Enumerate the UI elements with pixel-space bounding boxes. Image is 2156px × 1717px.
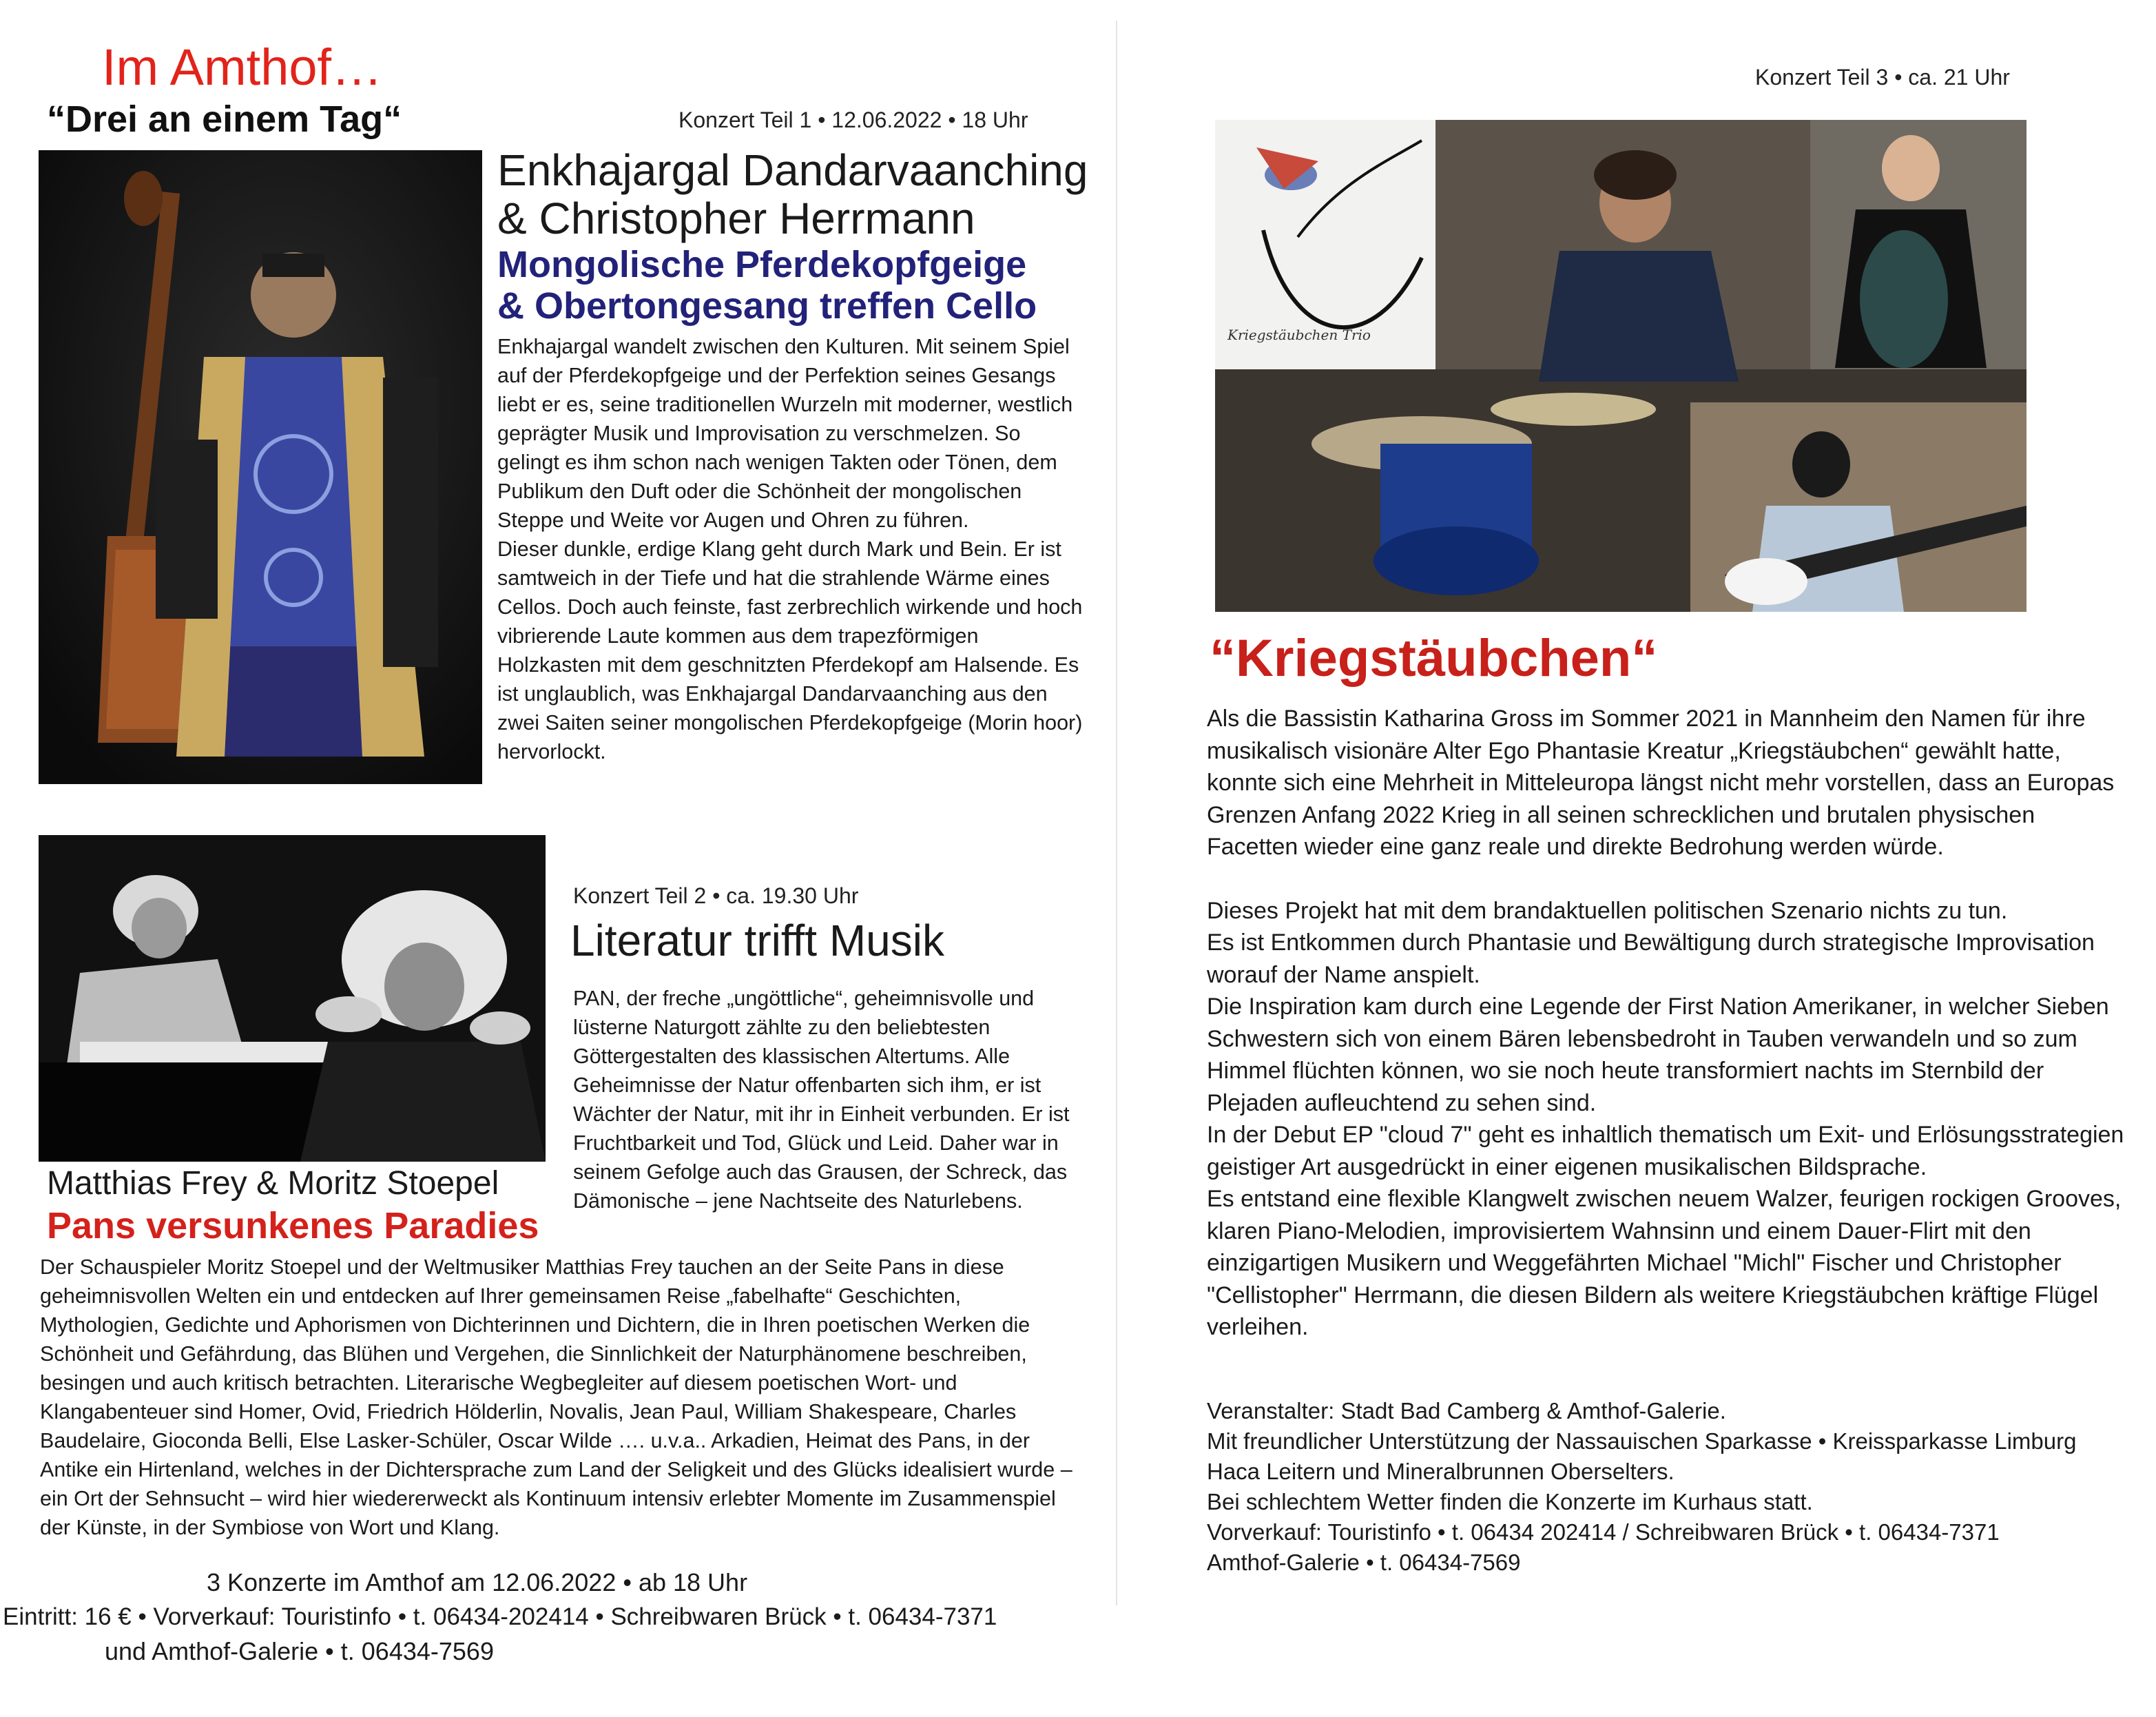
concert1-text: [497, 332, 1084, 766]
organizer-line: Haca Leitern und Mineralbrunnen Oberselters.: [1207, 1459, 1675, 1484]
page-subtitle: “Drei an einem Tag“: [47, 99, 402, 140]
paragraph-spacer: [1207, 863, 2130, 895]
organizer-info: [1207, 1396, 2076, 1578]
organizer-line: Amthof-Galerie • t. 06434-7569: [1207, 1550, 1521, 1575]
concert3-paragraph: Dieses Projekt hat mit dem brandaktuellen politischen Szenario nichts zu tun.: [1207, 897, 2008, 924]
photo-frey-stoepel: [39, 835, 546, 1162]
concert2-intro: [573, 984, 1075, 1215]
organizer-line: Bei schlechtem Wetter finden die Konzerte im Kurhaus statt.: [1207, 1489, 1813, 1514]
concert2-subtitle: Pans versunkenes Paradies: [47, 1205, 539, 1246]
concert3-paragraph: Als die Bassistin Katharina Gross im Sommer 2021 in Mannheim den Namen für ihre musikalisch visionäre Alter Ego Phantasie Kreatur „Kriegstäubchen“ gewählt hatte, konnte sich eine Mehrheit in Mitteleuropa längst nicht mehr vorstellen, dass an Europas Grenzen Anfang 2022 Krieg in all seinen schrecklichen und brutalen physischen Facetten wieder eine ganz reale und direkte Bedrohung werden würde.: [1207, 706, 2115, 860]
concert2-paragraph: PAN, der freche „ungöttliche“, geheimnisvolle und lüsterne Naturgott zählte zu den beliebtesten Göttergestalten des klassischen Altertums. Alle Geheimnisse der Natur offenbarten sich ihm, er ist Wächter der Natur, mit ihr in Einheit verbunden. Er ist Fruchtbarkeit und Tod, Glück und Leid. Daher war in seinem Gefolge auch das Grausen, der Schreck, das Dämonische – jene Nachtseite des Naturlebens.: [573, 987, 1070, 1213]
concert3-heading: “Kriegstäubchen“: [1210, 629, 1658, 688]
footer-line2: Eintritt: 16 € • Vorverkauf: Touristinfo • t. 06434-202414 • Schreibwaren Brück • t. 06434-7371: [3, 1603, 997, 1630]
concert3-meta: Konzert Teil 3 • ca. 21 Uhr: [1755, 65, 2010, 90]
concert3-paragraph: In der Debut EP "cloud 7" geht es inhaltlich thematisch um Exit- und Erlösungsstrategien geistiger Art ausgedrückt in einer eigenen musikalischen Bildsprache.: [1207, 1122, 2124, 1180]
organizer-line: Veranstalter: Stadt Bad Camberg & Amthof-Galerie.: [1207, 1398, 1726, 1423]
concert3-paragraph: Es entstand eine flexible Klangwelt zwischen neuem Walzer, feurigen rockigen Grooves, klaren Piano-Melodien, improvisiertem Wahnsinn und einem Dauer-Flirt mit den einzigartigen Musikern und Weggefährten Michael "Michl" Fischer und Christopher "Cellistopher" Herrmann, die diesen Bildern als weitere Kriegstäubchen kräftige Flügel verleihen.: [1207, 1186, 2122, 1340]
concert3-paragraph: Es ist Entkommen durch Phantasie und Bewältigung durch strategische Improvisation worauf der Name anspielt.: [1207, 929, 2095, 988]
center-fold-divider: [1116, 21, 1117, 1605]
concert2-paragraph: Der Schauspieler Moritz Stoepel und der Weltmusiker Matthias Frey tauchen an der Seite Pans in diese geheimnisvollen Welten ein und entdecken auf Ihrer gemeinsamen Reise „fabelhafte“ Geschichten, Mythologien, Gedichte und Aphorismen von Dichterinnen und Dichtern, die in Ihren poetischen Werken die Schönheit und Gefährdung, das Blühen und Vergehen, die Sinnlichkeit der Naturphänomene beschreiben, besingen und auch kritisch betrachten. Literarische Wegbegleiter auf diesem poetischen Wort- und Klangabenteuer sind Homer, Ovid, Friedrich Hölderlin, Novalis, Jean Paul, William Shakespeare, Charles Baudelaire, Gioconda Belli, Else Lasker-Schüler, Oscar Wilde …. u.v.a.. Arkadien, Heimat des Pans, in der Antike ein Hirtenland, welches in der Dichtersprache zum Land der Seligkeit und des Glücks idealisiert wurde – ein Ort der Sehnsucht – wird hier wiedererweckt als Kontinuum intensiv erlebter Momente im Zusammenspiel der Künste, in der Symbiose von Wort und Klang.: [40, 1255, 1072, 1539]
concert1-meta: Konzert Teil 1 • 12.06.2022 • 18 Uhr: [678, 107, 1028, 132]
concert1-paragraph: Enkhajargal wandelt zwischen den Kulturen. Mit seinem Spiel auf der Pferdekopfgeige und der Perfektion seines Gesangs liebt er es, seine traditionellen Wurzeln mit moderner, westlich geprägter Musik und Improvisation zu verschmelzen. So gelingt es ihm schon nach wenigen Takten oder Tönen, dem Publikum den Duft oder die Schönheit der mongolischen Steppe und Weite vor Augen und Ohren zu führen.: [497, 335, 1073, 532]
photo-enkhajargal: [39, 150, 482, 784]
concert2-heading: Literatur trifft Musik: [570, 916, 944, 965]
footer-line1: 3 Konzerte im Amthof am 12.06.2022 • ab 18 Uhr: [207, 1568, 748, 1596]
photo-kriegstaeubchen-collage: [1215, 120, 2027, 612]
footer-line3: und Amthof-Galerie • t. 06434-7569: [105, 1637, 494, 1665]
concert1-artists: [497, 146, 1088, 243]
concert1-subtitle-line1: Mongolische Pferdekopfgeige: [497, 244, 1027, 285]
collage-logo-caption: Kriegstäubchen Trio: [1227, 327, 1371, 343]
organizer-line: Mit freundlicher Unterstützung der Nassauischen Sparkasse • Kreissparkasse Limburg: [1207, 1428, 2077, 1454]
concert3-text: [1207, 703, 2130, 1344]
concert2-text: [40, 1253, 1073, 1542]
concert1-subtitle: [497, 244, 1037, 327]
organizer-line: Vorverkauf: Touristinfo • t. 06434 202414 / Schreibwaren Brück • t. 06434-7371: [1207, 1519, 2000, 1545]
concert1-artist-line2: & Christopher Herrmann: [497, 194, 975, 243]
concert1-paragraph: Dieser dunkle, erdige Klang geht durch Mark und Bein. Er ist samtweich in der Tiefe und hat die strahlende Wärme eines Cellos. Doch auch feinste, fast zerbrechlich wirkende und hoch vibrierende Laute kommen aus dem trapezförmigen Holzkasten mit dem geschnitzten Pferdekopf am Halsende. Es ist unglaublich, was Enkhajargal Dandarvaanching aus den zwei Saiten seiner mongolischen Pferdekopfgeige (Morin hoor) hervorlockt.: [497, 537, 1083, 763]
concert1-artist-line1: Enkhajargal Dandarvaanching: [497, 145, 1088, 195]
concert1-subtitle-line2: & Obertongesang treffen Cello: [497, 285, 1037, 327]
concert3-paragraph: Die Inspiration kam durch eine Legende der First Nation Amerikaner, in welcher Sieben Schwestern sich von einem Bären lebensbedroht in Tauben verwandeln und so zum Himmel flüchten können, wo sie noch heute transformiert nachts im Sternbild der Plejaden aufleuchtend zu sehen sind.: [1207, 994, 2109, 1116]
concert2-meta: Konzert Teil 2 • ca. 19.30 Uhr: [573, 883, 859, 908]
concert2-artists: Matthias Frey & Moritz Stoepel: [47, 1165, 499, 1202]
page-title: Im Amthof…: [102, 39, 383, 96]
